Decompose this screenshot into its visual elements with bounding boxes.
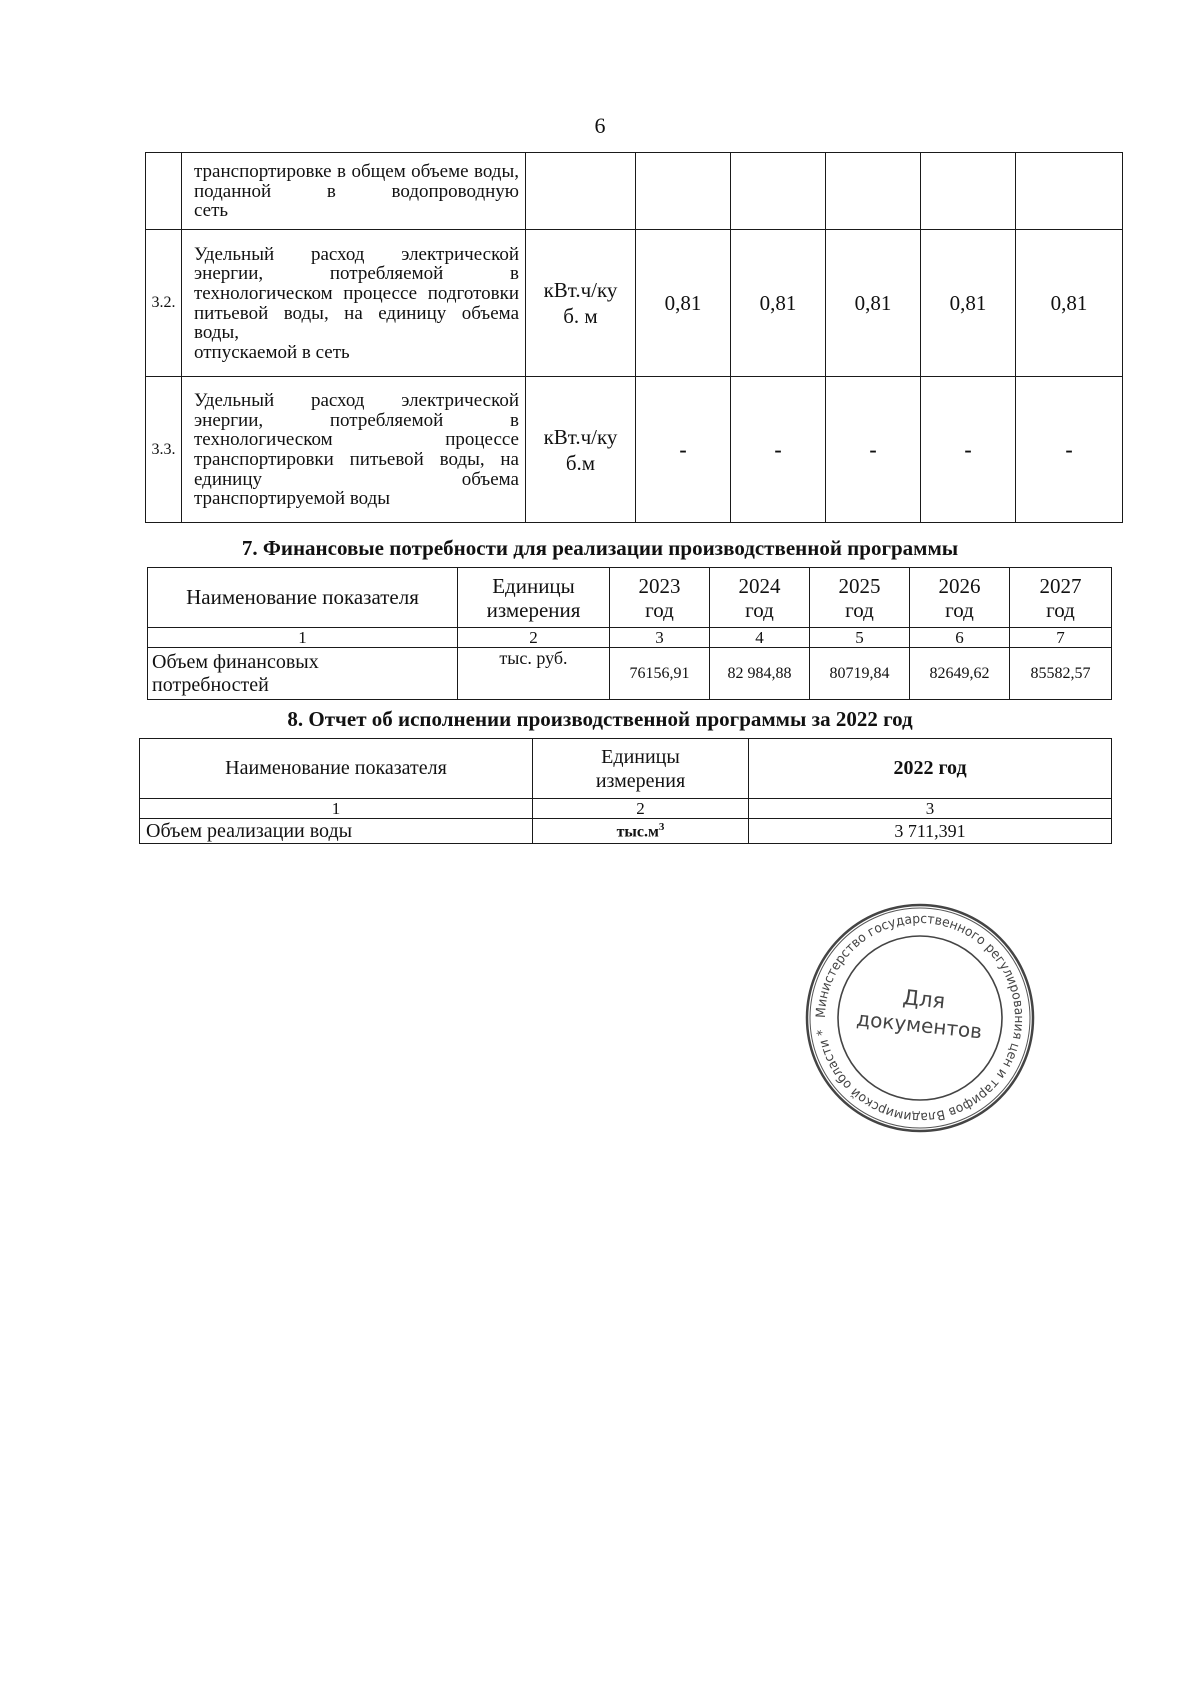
official-stamp — [800, 898, 1040, 1138]
column-header-year: 2024 год — [710, 568, 810, 628]
value-cell: 0,81 — [731, 230, 826, 377]
value-cell: 85582,57 — [1010, 648, 1112, 700]
column-header-name: Наименование показателя — [148, 568, 458, 628]
column-index: 3 — [610, 628, 710, 648]
table-row — [146, 377, 1123, 523]
indicators-table — [145, 152, 1123, 523]
column-header-unit: Единицы измерения — [458, 568, 610, 628]
column-index: 1 — [148, 628, 458, 648]
table-row — [148, 648, 1112, 700]
value-cell: 76156,91 — [610, 648, 710, 700]
column-header-year: 2027 год — [1010, 568, 1112, 628]
value-cell: 0,81 — [921, 230, 1016, 377]
stamp-ring-text: Министерство государственного регулирования цен и тарифов Владимирской области * — [813, 911, 1027, 1125]
table-row — [140, 819, 1112, 844]
column-header-year: 2026 год — [910, 568, 1010, 628]
column-header-year: 2022 год — [749, 739, 1112, 799]
value-cell: - — [636, 377, 731, 523]
table-row — [146, 230, 1123, 377]
value-cell — [921, 153, 1016, 230]
column-index: 7 — [1010, 628, 1112, 648]
row-number: 3.2. — [146, 230, 182, 377]
column-index: 6 — [910, 628, 1010, 648]
column-index: 1 — [140, 799, 533, 819]
stamp-center-line-1: Для — [901, 985, 947, 1014]
stamp-center-line-2: документов — [855, 1006, 984, 1044]
value-cell: 80719,84 — [810, 648, 910, 700]
row-number: 3.3. — [146, 377, 182, 523]
indicator-name: Объем финансовых потребностей — [148, 648, 458, 700]
index-row — [148, 628, 1112, 648]
table-header-row — [140, 739, 1112, 799]
indicator-unit — [526, 153, 636, 230]
value-cell: 0,81 — [826, 230, 921, 377]
indicator-unit: тыс. руб. — [458, 648, 610, 700]
indicator-description: транспортировке в общем объеме воды, поданной в водопроводную сеть — [182, 153, 526, 230]
section-7-title: 7. Финансовые потребности для реализации производственной программы — [241, 536, 959, 560]
value-cell: - — [1016, 377, 1123, 523]
value-cell: - — [921, 377, 1016, 523]
column-header-name: Наименование показателя — [140, 739, 533, 799]
value-cell — [1016, 153, 1123, 230]
column-header-unit: Единицы измерения — [533, 739, 749, 799]
table-row — [146, 153, 1123, 230]
column-header-year: 2023 год — [610, 568, 710, 628]
column-index: 3 — [749, 799, 1112, 819]
value-cell: 82 984,88 — [710, 648, 810, 700]
value-cell: 0,81 — [636, 230, 731, 377]
table-header-row — [148, 568, 1112, 628]
column-header-year: 2025 год — [810, 568, 910, 628]
indicator-description: Удельный расход электрической энергии, потребляемой в технологическом процессе транспортировки питьевой воды, на единицу объема транспортируемой воды — [182, 377, 526, 523]
index-row — [140, 799, 1112, 819]
column-index: 2 — [458, 628, 610, 648]
page-number: 6 — [594, 113, 606, 138]
value-cell: 0,81 — [1016, 230, 1123, 377]
indicator-name: Объем реализации воды — [140, 819, 533, 844]
value-cell: - — [826, 377, 921, 523]
value-cell: 82649,62 — [910, 648, 1010, 700]
value-cell — [636, 153, 731, 230]
value-cell — [731, 153, 826, 230]
indicator-description: Удельный расход электрической энергии, потребляемой в технологическом процессе подготовки питьевой воды, на единицу объема воды, отпускаемой в сеть — [182, 230, 526, 377]
column-index: 5 — [810, 628, 910, 648]
column-index: 2 — [533, 799, 749, 819]
value-cell: - — [731, 377, 826, 523]
section-8-title: 8. Отчет об исполнении производственной программы за 2022 год — [287, 707, 913, 731]
column-index: 4 — [710, 628, 810, 648]
indicator-unit: кВт.ч/ку б.м — [526, 377, 636, 523]
indicator-unit: $тыс.м^3$ — [533, 819, 749, 844]
execution-report-table — [139, 738, 1112, 844]
row-number — [146, 153, 182, 230]
value-cell — [826, 153, 921, 230]
financial-needs-table — [147, 567, 1112, 700]
value-cell: 3 711,391 — [749, 819, 1112, 844]
indicator-unit: кВт.ч/ку б. м — [526, 230, 636, 377]
